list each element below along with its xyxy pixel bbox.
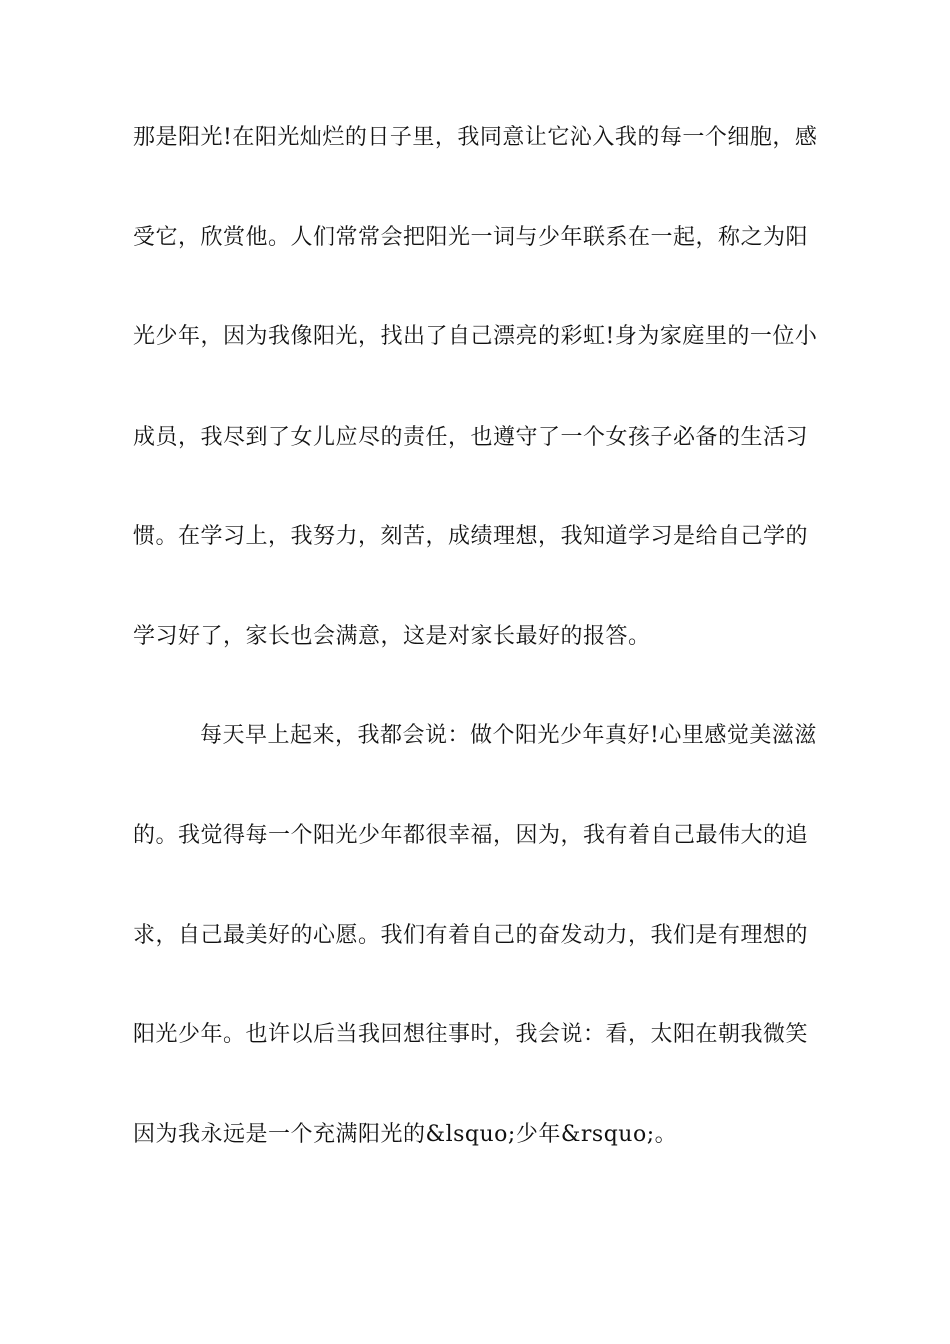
text-line: 求，自己最美好的心愿。我们有着自己的奋发动力，我们是有理想的 [133,923,809,948]
text-line: 成员，我尽到了女儿应尽的责任，也遵守了一个女孩子必备的生活习 [133,425,809,450]
text-line: 惯。在学习上，我努力，刻苦，成绩理想，我知道学习是给自己学的 [133,524,809,549]
text-line: 的。我觉得每一个阳光少年都很幸福，因为，我有着自己最伟大的追 [133,823,809,848]
text-line: 光少年，因为我像阳光，找出了自己漂亮的彩虹!身为家庭里的一位小 [133,324,818,349]
text-line: 那是阳光!在阳光灿烂的日子里，我同意让它沁入我的每一个细胞，感 [133,125,818,150]
text-line: 受它，欣赏他。人们常常会把阳光一词与少年联系在一起，称之为阳 [133,225,809,250]
text-line-indented: 每天早上起来，我都会说：做个阳光少年真好!心里感觉美滋滋 [200,723,817,748]
text-line: 因为我永远是一个充满阳光的&lsquo;少年&rsquo;。 [133,1122,678,1147]
text-line: 学习好了，家长也会满意，这是对家长最好的报答。 [133,624,651,649]
text-line: 阳光少年。也许以后当我回想往事时，我会说：看，太阳在朝我微笑 [133,1022,809,1047]
